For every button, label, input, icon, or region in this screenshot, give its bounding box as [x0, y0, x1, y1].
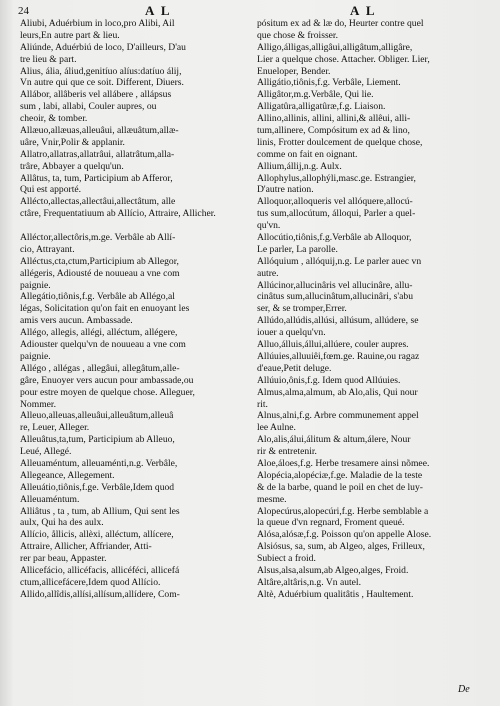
entry-line: Allúdo,allúdis,allúsi, allúsum, allúdere, se — [257, 315, 419, 327]
entry-line: Allégo , allégas , allegâui, allegâtum,alle- — [20, 362, 180, 374]
entry-line: amis vers aucun. Ambassade. — [20, 315, 133, 327]
entry-line: Allúcinor,allucinâris vel allucinâre, allu- — [257, 279, 413, 291]
entry-line: Allegeance, Allegement. — [20, 469, 115, 481]
entry-line: Alliâtus , ta , tum, ab Allium, Qui sent les — [20, 505, 180, 517]
entry-line: mesme. — [257, 493, 287, 505]
entry-line: Allium,állij,n.g. Aulx. — [257, 160, 342, 172]
entry-line: Alius, ália, áliud,genitíuo alíus:datíuo álij, — [20, 65, 182, 77]
entry-line: Enueloper, Bender. — [257, 65, 331, 77]
entry-line: Aliúnde, Aduérbiú de loco, D'ailleurs, D'au — [20, 41, 186, 53]
entry-line: Attraire, Allicher, Affriander, Atti- — [20, 541, 152, 553]
entry-line: Alnus,alni,f.g. Arbre communement appel — [257, 410, 419, 422]
entry-line: tum,allinere, Compósitum ex ad & lino, — [257, 125, 410, 137]
entry-line: Allóquium , allóquij,n.g. Le parler auec vn — [257, 255, 422, 267]
entry-line: Alligo,álligas,alligâui,alligâtum,alligâre, — [257, 41, 413, 53]
page-number: 24 — [18, 5, 29, 17]
entry-line: paignie. — [20, 279, 51, 291]
entry-line: Allégo, allegis, allégi, alléctum, allégere, — [20, 327, 178, 339]
entry-line: lee Aulne. — [257, 422, 296, 434]
entry-line: rer par beau, Appaster. — [20, 553, 107, 565]
entry-line: Leué, Allegé. — [20, 446, 72, 458]
entry-line: Vn autre qui que ce soit. Different, Diuers. — [20, 77, 184, 89]
right-column — [257, 18, 485, 601]
entry-line: Allicefácio, allicéfacis, allicéféci, allicefá — [20, 564, 180, 576]
entry-line: Alopecúrus,alopecúri,f.g. Herbe semblable a — [257, 505, 429, 517]
entry-line: rir & entretenir. — [257, 446, 317, 458]
entry-line: Alléctor,allectôris,m.ge. Verbâle ab Allí- — [20, 232, 176, 244]
entry-line: ser, & se tromper,Errer. — [257, 303, 347, 315]
entry-line: Allécto,allectas,allectâui,allectâtum, alle — [20, 196, 176, 208]
entry-line: Altè, Aduérbium qualitâtis , Haultement. — [257, 588, 414, 600]
entry-line: comme on fait en oignant. — [257, 148, 358, 160]
catchword: De — [458, 684, 470, 695]
left-column — [20, 18, 246, 601]
entry-line: Alopécia,alopéciæ,f.ge. Maladie de la teste — [257, 469, 423, 481]
entry-line: qu'vn. — [257, 220, 281, 232]
entry-line: Alleuaméntum. — [20, 493, 80, 505]
entry-line: pour estre moyen de quelque chose. Alleguer, — [20, 386, 195, 398]
entry-line: cheoir, & tomber. — [20, 113, 88, 125]
entry-line — [20, 220, 246, 232]
entry-line: Almus,alma,almum, ab Alo,alis, Qui nour — [257, 386, 418, 398]
entry-line: Lier a quelque chose. Attacher. Obliger. Lier, — [257, 53, 430, 65]
entry-line: cinâtus sum,allucinâtum,allucinâri, s'abu — [257, 291, 413, 303]
entry-line: Allocútio,tiônis,f.g.Verbâle ab Alloquor, — [257, 232, 412, 244]
entry-line: Allegátio,tiônis,f.g. Verbâle ab Allégo,al — [20, 291, 175, 303]
entry-line: ctâre, Frequentatiuum ab Allício, Attraire, Allicher. — [20, 208, 216, 220]
entry-line: Alligatûra,alligatûræ,f.g. Liaison. — [257, 101, 386, 113]
entry-line: Aloe,áloes,f.g. Herbe tresamere ainsi nõmee. — [257, 457, 430, 469]
entry-line: Alleuo,alleuas,alleuâui,alleuâtum,alleuâ — [20, 410, 174, 422]
entry-line: trâre, Abbayer a quelqu'un. — [20, 160, 124, 172]
entry-line: Subiect a froid. — [257, 553, 316, 565]
entry-line: que chose & froisser. — [257, 29, 338, 41]
entry-line: aulx, Qui ha des aulx. — [20, 517, 104, 529]
entry-line: Alligâtor,m.g.Verbâle, Qui lie. — [257, 89, 374, 101]
entry-line: Alleuâtus,ta,tum, Participium ab Alleuo, — [20, 434, 175, 446]
entry-line: sum , labi, allabi, Couler aupres, ou — [20, 101, 157, 113]
entry-line: Alluo,álluis,állui,allúere, couler aupres. — [257, 339, 409, 351]
entry-line: Adiouster quelqu'vn de nouueau a vne com — [20, 339, 186, 351]
entry-line: Allæuo,allæuas,alleuâui, allæuâtum,allæ- — [20, 125, 179, 137]
entry-line: légas, Solicitation qu'on fait en enuoyant les — [20, 303, 190, 315]
entry-line: Altâre,altâris,n.g. Vn autel. — [257, 576, 361, 588]
entry-line: Alsiósus, sa, sum, ab Algeo, alges, Frilleux, — [257, 541, 425, 553]
entry-line: Allino,allinis, allini, allini,& allêui, alli- — [257, 113, 411, 125]
entry-line: linis, Frotter doulcement de quelque chose, — [257, 136, 423, 148]
entry-line: Allício, ållicis, allèxi, alléctum, allícere, — [20, 529, 174, 541]
entry-line: D'autre nation. — [257, 184, 314, 196]
entry-line: re, Leuer, Alleger. — [20, 422, 90, 434]
entry-line: tre lieu & part. — [20, 53, 77, 65]
entry-line: allégeris, Adiousté de nouueau a vne com — [20, 267, 180, 279]
entry-line: ctum,allicefácere,Idem quod Allício. — [20, 576, 161, 588]
entry-line: Allatro,allatras,allatrâui, allatrâtum,alla- — [20, 148, 175, 160]
entry-line: Le parler, La parolle. — [257, 243, 338, 255]
entry-line: Alligátio,tiônis,f.g. Verbâle, Liement. — [257, 77, 401, 89]
entry-line: Alsus,alsa,alsum,ab Algeo,alges, Froid. — [257, 564, 409, 576]
entry-line: leurs,En autre part & lieu. — [20, 29, 120, 41]
entry-line: autre. — [257, 267, 279, 279]
entry-line: Alleuaméntum, alleuaménti,n.g. Verbâle, — [20, 457, 178, 469]
entry-line: d'eaue,Petit deluge. — [257, 362, 332, 374]
entry-line: rit. — [257, 398, 268, 410]
entry-line: gâre, Enuoyer vers aucun pour ambassade,ou — [20, 374, 194, 386]
entry-line: & de la barbe, quand le poil en chet de luy- — [257, 481, 423, 493]
entry-line: paignie. — [20, 350, 51, 362]
entry-line: iouer a quelqu'vn. — [257, 327, 326, 339]
entry-line: tus sum,allocútum, álloqui, Parler a quel- — [257, 208, 416, 220]
entry-line: Alo,alis,álui,álitum & altum,álere, Nour — [257, 434, 411, 446]
entry-line: Allophylus,allophýli,masc.ge. Estrangier, — [257, 172, 416, 184]
entry-line: cio, Attrayant. — [20, 243, 75, 255]
entry-line: Aliubi, Aduérbium in loco,pro Alibi, Ail — [20, 18, 175, 29]
entry-line: Qui est apporté. — [20, 184, 82, 196]
entry-line: Allúuies,alluuiêi,fœm.ge. Rauine,ou ragaz — [257, 350, 420, 362]
entry-line: la queue d'vn regnard, Froment queué. — [257, 517, 405, 529]
entry-line: Allâtus, ta, tum, Participium ab Afferor, — [20, 172, 173, 184]
entry-line: Alósa,alósæ,f.g. Poisson qu'on appelle Alose. — [257, 529, 432, 541]
entry-line: Nommer. — [20, 398, 56, 410]
left-running-head: A L — [145, 3, 172, 18]
entry-line: Allábor, allâberis vel allábere , allápsus — [20, 89, 172, 101]
entry-line: Allido,allîdis,allísi,allísum,allídere, Com- — [20, 588, 180, 600]
entry-line: Alloquor,alloqueris vel allóquere,allocú- — [257, 196, 413, 208]
entry-line: Alleuátio,tiônis,f.ge. Verbâle,Idem quod — [20, 481, 175, 493]
entry-line: Alléctus,cta,ctum,Participium ab Allegor, — [20, 255, 179, 267]
entry-line: uâre, Vnir,Polir & applanir. — [20, 136, 125, 148]
entry-line: pósitum ex ad & læ do, Heurter contre quel — [257, 18, 424, 29]
entry-line: Allúuio,ônis,f.g. Idem quod Allúuies. — [257, 374, 401, 386]
right-running-head: A L — [350, 3, 377, 18]
